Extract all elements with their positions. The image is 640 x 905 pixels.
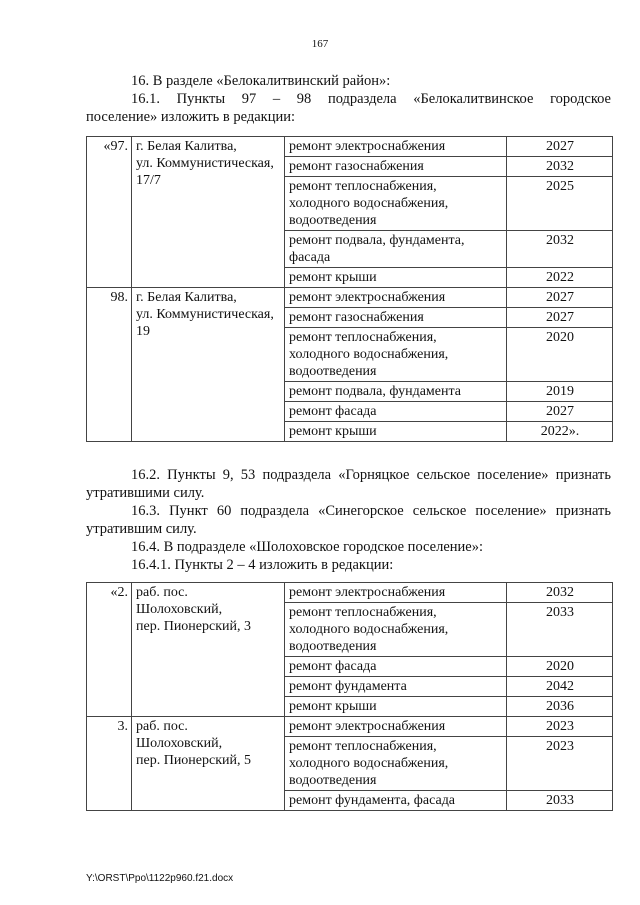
table-row [87,288,613,308]
year-cell: 2033 [507,603,613,657]
work-type-cell [285,231,507,268]
work-type-cell [285,697,507,717]
work-type-line: ремонт теплоснабжения, [289,605,437,620]
work-type-line: ремонт электроснабжения [289,290,446,305]
year-cell: 2022 [507,268,613,288]
address-line: раб. пос. [136,719,188,734]
year-cell: 2027 [507,137,613,157]
year-cell: 2025 [507,177,613,231]
item-16-3-line1: 16.3. Пункт 60 подраздела «Синегорское сельское поселение» признать [131,503,611,519]
address-line: пер. Пионерский, 3 [136,619,252,634]
work-type-line: ремонт электроснабжения [289,719,446,734]
address-line: г. Белая Калитва, [136,139,237,154]
item-number-cell [87,583,132,717]
work-type-line: ремонт фундамента, фасада [289,793,456,808]
work-type-line: ремонт теплоснабжения, [289,739,437,754]
address-line: 17/7 [136,173,161,188]
item-number: 3. [117,719,128,734]
year-cell: 2020 [507,328,613,382]
year-cell: 2032 [507,583,613,603]
table-row [87,583,613,603]
year-cell: 2022». [507,422,613,442]
work-type-line: холодного водоснабжения, [289,622,449,637]
work-type-line: ремонт фасада [289,404,377,419]
year-cell: 2032 [507,231,613,268]
item-16-1-line2: поселение» изложить в редакции: [86,109,296,125]
work-type-cell [285,328,507,382]
year-cell: 2033 [507,791,613,811]
work-type-line: ремонт газоснабжения [289,159,424,174]
address-cell [132,288,285,442]
work-type-cell [285,737,507,791]
work-type-line: холодного водоснабжения, [289,756,449,771]
work-type-cell [285,402,507,422]
table-sholokhovskoe [86,582,613,811]
address-line: ул. Коммунистическая, [136,156,274,171]
year-cell: 2027 [507,308,613,328]
address-line: Шолоховский, [136,736,223,751]
work-type-cell [285,603,507,657]
work-type-line: ремонт подвала, фундамента, [289,233,465,248]
item-number-cell [87,717,132,811]
address-line: раб. пос. [136,585,188,600]
address-cell [132,583,285,717]
footer-file-path: Y:\ORST\Ppo\1122p960.f21.docx [86,873,234,884]
work-type-line: водоотведения [289,773,377,788]
address-cell [132,717,285,811]
address-line: 19 [136,324,150,339]
work-type-line: холодного водоснабжения, [289,347,449,362]
work-type-cell [285,177,507,231]
work-type-cell [285,268,507,288]
year-cell: 2023 [507,737,613,791]
work-type-cell [285,677,507,697]
work-type-line: водоотведения [289,213,377,228]
work-type-line: ремонт электроснабжения [289,139,446,154]
work-type-cell [285,717,507,737]
work-type-line: ремонт подвала, фундамента [289,384,461,399]
work-type-line: фасада [289,250,331,265]
section-16-heading: 16. В разделе «Белокалитвинский район»: [131,73,391,89]
year-cell: 2020 [507,657,613,677]
table-belokalitvinskoe [86,136,613,442]
work-type-cell [285,382,507,402]
table-row [87,717,613,737]
work-type-line: водоотведения [289,364,377,379]
year-cell: 2019 [507,382,613,402]
address-line: Шолоховский, [136,602,223,617]
work-type-cell [285,308,507,328]
work-type-cell [285,422,507,442]
work-type-line: ремонт электроснабжения [289,585,446,600]
item-number: «2. [110,585,128,600]
address-line: ул. Коммунистическая, [136,307,274,322]
item-16-1-line1: 16.1. Пункты 97 – 98 подраздела «Белокалитвинское городское [131,91,611,107]
address-cell [132,137,285,288]
item-number-cell [87,288,132,442]
work-type-line: ремонт газоснабжения [289,310,424,325]
work-type-cell [285,657,507,677]
item-number-cell [87,137,132,288]
work-type-line: ремонт теплоснабжения, [289,179,437,194]
work-type-cell [285,791,507,811]
year-cell: 2036 [507,697,613,717]
item-16-4-heading: 16.4. В подразделе «Шолоховское городское поселение»: [131,539,484,555]
work-type-cell [285,288,507,308]
work-type-cell [285,137,507,157]
work-type-line: ремонт теплоснабжения, [289,330,437,345]
work-type-line: ремонт крыши [289,699,377,714]
work-type-cell [285,157,507,177]
item-number: «97. [103,139,128,154]
year-cell: 2027 [507,402,613,422]
item-16-4-1-heading: 16.4.1. Пункты 2 – 4 изложить в редакции: [131,557,394,573]
work-type-cell [285,583,507,603]
work-type-line: ремонт крыши [289,270,377,285]
work-type-line: ремонт фундамента [289,679,407,694]
year-cell: 2023 [507,717,613,737]
year-cell: 2027 [507,288,613,308]
item-number: 98. [110,290,128,305]
address-line: пер. Пионерский, 5 [136,753,252,768]
year-cell: 2032 [507,157,613,177]
work-type-line: ремонт фасада [289,659,377,674]
item-16-3-line2: утратившим силу. [86,521,197,537]
table-row [87,137,613,157]
address-line: г. Белая Калитва, [136,290,237,305]
year-cell: 2042 [507,677,613,697]
page-number: 167 [311,38,329,50]
work-type-line: холодного водоснабжения, [289,196,449,211]
item-16-2-line2: утратившими силу. [86,485,205,501]
work-type-line: водоотведения [289,639,377,654]
work-type-line: ремонт крыши [289,424,377,439]
item-16-2-line1: 16.2. Пункты 9, 53 подраздела «Горняцкое сельское поселение» признать [131,467,611,483]
